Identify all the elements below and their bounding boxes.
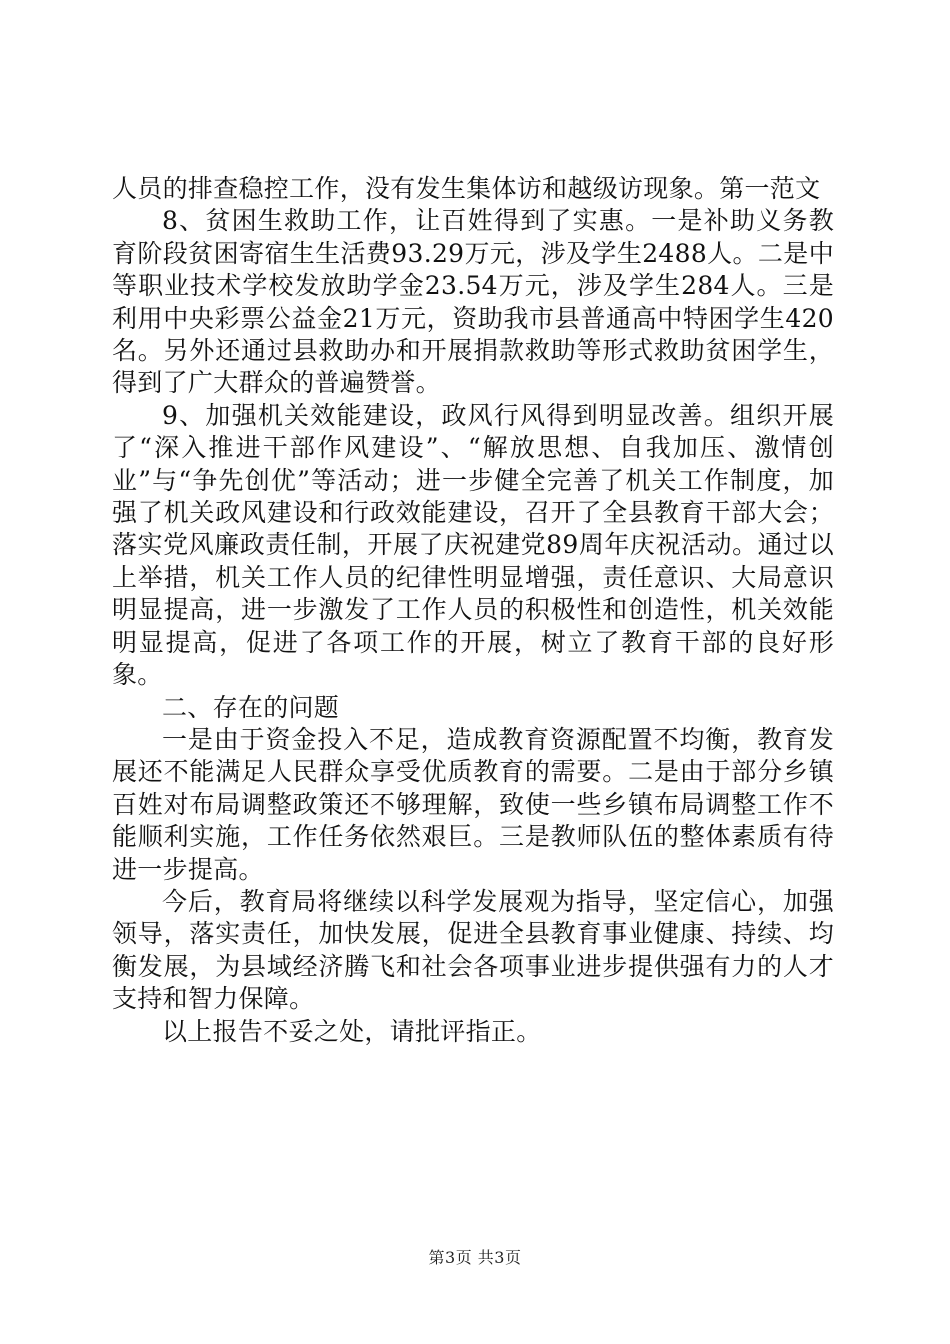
paragraph-closing: 以上报告不妥之处，请批评指正。 (162, 1016, 542, 1046)
page-footer: 第3页 共3页 (428, 1248, 522, 1267)
paragraph-item-8: 8、贫困生救助工作，让百姓得到了实惠。一是补助义务教育阶段贫困寄宿生生活费93.29万元，涉及学生2488人。二是中等职业技术学校发放助学金23.54万元，涉及学生284人。三是利用中央彩票公益金21万元，资助我市县普通高中特困学生420名。另外还通过县救助办和开展捐款救助等形式救助贫困学生，得到了广大群众的普遍赞誉。 (112, 206, 834, 398)
section-heading-problems: 二、存在的问题 (162, 692, 340, 722)
document-body (112, 173, 834, 1048)
paragraph-problems: 一是由于资金投入不足，造成教育资源配置不均衡，教育发展还不能满足人民群众享受优质教育的需要。二是由于部分乡镇百姓对布局调整政策还不够理解，致使一些乡镇布局调整工作不能顺利实施，工作任务依然艰巨。三是教师队伍的整体素质有待进一步提高。 (112, 724, 834, 884)
paragraph-item-9: 9、加强机关效能建设，政风行风得到明显改善。组织开展了“深入推进干部作风建设”、“解放思想、自我加压、激情创业”与“争先创优”等活动；进一步健全完善了机关工作制度，加强了机关政风建设和行政效能建设，召开了全县教育干部大会；落实党风廉政责任制，开展了庆祝建党89周年庆祝活动。通过以上举措，机关工作人员的纪律性明显增强，责任意识、大局意识明显提高，进一步激发了工作人员的积极性和创造性，机关效能明显提高，促进了各项工作的开展，树立了教育干部的良好形象。 (112, 400, 834, 690)
paragraph-continuation: 人员的排查稳控工作，没有发生集体访和越级访现象。第一范文 (112, 174, 821, 203)
paragraph-future-plan: 今后，教育局将继续以科学发展观为指导，坚定信心，加强领导，落实责任，加快发展，促进全县教育事业健康、持续、均衡发展，为县域经济腾飞和社会各项事业进步提供强有力的人才支持和智力保障。 (112, 886, 834, 1014)
